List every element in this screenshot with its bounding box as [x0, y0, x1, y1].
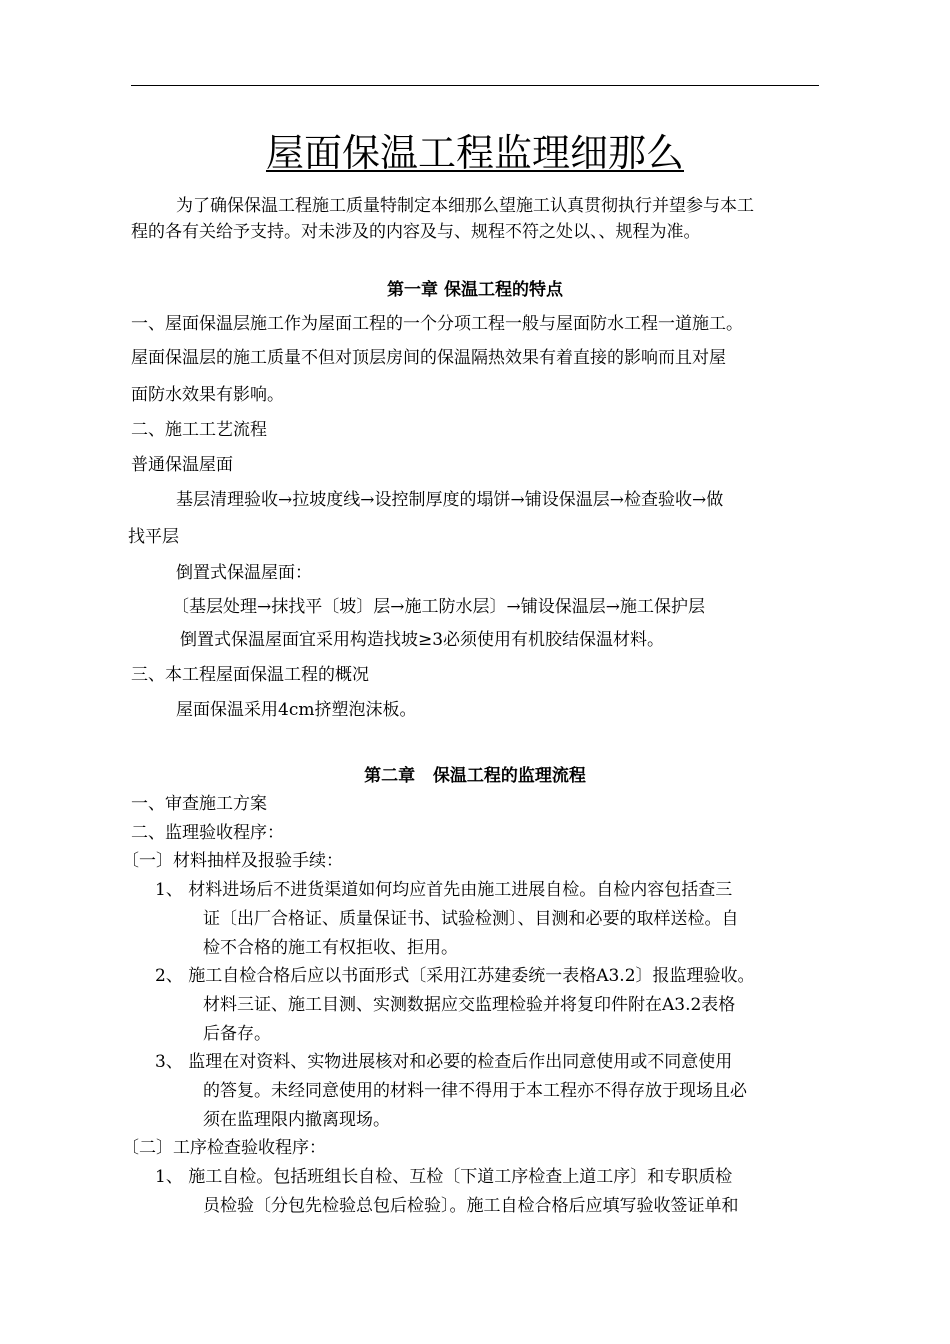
ch2-item3-line-1: 3、 监理在对资料、实物进展核对和必要的检查后作出同意使用或不同意使用 — [155, 1052, 733, 1072]
ch2-item2-line-3: 后备存。 — [203, 1024, 271, 1044]
intro-line-2: 程的各有关给予支持。对未涉及的内容及与、规程不符之处以、、规程为准。 — [131, 222, 701, 242]
ch2-item3-line-3: 须在监理限内撤离现场。 — [203, 1110, 390, 1130]
chapter-1-heading: 第一章 保温工程的特点 — [387, 280, 563, 300]
ch2-item4-line-2: 员检验〔分包先检验总包后检验〕。施工自检合格后应填写验收签证单和 — [203, 1196, 739, 1216]
ch2-item1-line-1: 1、 材料进场后不进货渠道如何均应首先由施工进展自检。自检内容包括查三 — [155, 880, 733, 900]
ch2-item2-line-2: 材料三证、施工目测、实测数据应交监理检验并将复印件附在A3.2表格 — [203, 995, 736, 1015]
ch1-s2-flow1-line-1: 基层清理验收→拉坡度线→设控制厚度的塌饼→铺设保温层→检查验收→做 — [176, 490, 724, 510]
ch1-s2-sub2: 倒置式保温屋面： — [176, 563, 312, 583]
ch2-sub1: 〔一〕材料抽样及报验手续： — [122, 851, 343, 871]
ch2-s2: 二、监理验收程序： — [131, 823, 284, 843]
ch2-s1: 一、审查施工方案 — [131, 794, 267, 814]
ch1-s2-heading: 二、施工工艺流程 — [131, 420, 267, 440]
ch1-s1-line-3: 面防水效果有影响。 — [131, 385, 284, 405]
header-rule — [131, 85, 819, 86]
ch2-item4-line-1: 1、 施工自检。包括班组长自检、互检〔下道工序检查上道工序〕和专职质检 — [155, 1167, 733, 1187]
ch1-s1-line-1: 一、屋面保温层施工作为屋面工程的一个分项工程一般与屋面防水工程一道施工。 — [131, 314, 743, 334]
ch1-s2-flow2: 〔基层处理→抹找平〔坡〕层→施工防水层〕→铺设保温层→施工保护层 — [172, 597, 705, 617]
ch1-s2-flow1-line-2: 找平层 — [128, 527, 179, 547]
ch1-s3-heading: 三、本工程屋面保温工程的概况 — [131, 665, 369, 685]
ch2-item3-line-2: 的答复。未经同意使用的材料一律不得用于本工程亦不得存放于现场且必 — [203, 1081, 747, 1101]
ch1-s1-line-2: 屋面保温层的施工质量不但对顶层房间的保温隔热效果有着直接的影响而且对屋 — [131, 348, 726, 368]
ch2-sub2: 〔二〕工序检查验收程序： — [122, 1138, 326, 1158]
chapter-2-heading: 第二章 保温工程的监理流程 — [364, 766, 586, 786]
ch1-s3-text: 屋面保温采用4cm挤塑泡沫板。 — [176, 700, 417, 720]
document-title: 屋面保温工程监理细那么 — [265, 131, 684, 175]
ch2-item2-line-1: 2、 施工自检合格后应以书面形式〔采用江苏建委统一表格A3.2〕报监理验收。 — [155, 966, 755, 986]
intro-line-1: 为了确保保温工程施工质量特制定本细那么望施工认真贯彻执行并望参与本工 — [176, 196, 754, 216]
ch2-item1-line-2: 证〔出厂合格证、质量保证书、试验检测〕、目测和必要的取样送检。自 — [203, 909, 739, 929]
ch1-s2-sub1: 普通保温屋面 — [131, 455, 233, 475]
ch2-item1-line-3: 检不合格的施工有权拒收、拒用。 — [203, 938, 458, 958]
ch1-s2-note: 倒置式保温屋面宜采用构造找坡≥3必须使用有机胶结保温材料。 — [180, 630, 665, 650]
